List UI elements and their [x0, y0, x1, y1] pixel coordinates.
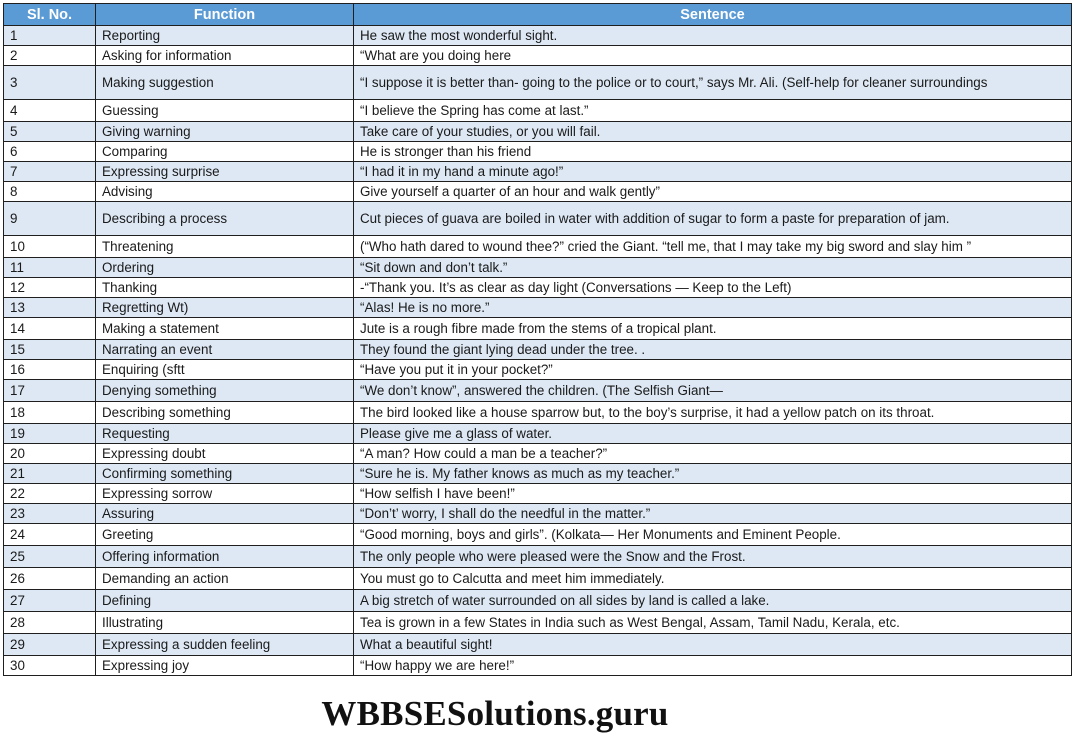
cell-function: Regretting Wt)	[96, 298, 354, 318]
cell-sl-no: 7	[4, 162, 96, 182]
cell-sl-no: 24	[4, 524, 96, 546]
table-row	[4, 202, 1072, 236]
cell-sentence: A big stretch of water surrounded on all sides by land is called a lake.	[354, 590, 1072, 612]
cell-sentence: “We don’t know”, answered the children. (The Selfish Giant—	[354, 380, 1072, 402]
cell-sentence: “Good morning, boys and girls”. (Kolkata— Her Monuments and Eminent People.	[354, 524, 1072, 546]
table-row	[4, 298, 1072, 318]
cell-sl-no: 10	[4, 236, 96, 258]
site-watermark: WBBSESolutions.guru	[321, 694, 669, 733]
cell-sl-no: 21	[4, 464, 96, 484]
cell-sl-no: 8	[4, 182, 96, 202]
cell-sentence: “Don’t’ worry, I shall do the needful in the matter.”	[354, 504, 1072, 524]
header-sentence: Sentence	[354, 4, 1072, 26]
cell-sl-no: 18	[4, 402, 96, 424]
cell-sl-no: 26	[4, 568, 96, 590]
cell-function: Expressing joy	[96, 656, 354, 676]
table-row	[4, 546, 1072, 568]
cell-sentence: Tea is grown in a few States in India such as West Bengal, Assam, Tamil Nadu, Kerala, etc.	[354, 612, 1072, 634]
cell-function: Advising	[96, 182, 354, 202]
table-row	[4, 424, 1072, 444]
header-function: Function	[96, 4, 354, 26]
cell-sentence: Jute is a rough fibre made from the stems of a tropical plant.	[354, 318, 1072, 340]
table-row	[4, 258, 1072, 278]
table-body	[4, 26, 1072, 676]
cell-sentence: “A man? How could a man be a teacher?”	[354, 444, 1072, 464]
functions-table	[3, 3, 1072, 676]
cell-sl-no: 20	[4, 444, 96, 464]
table-row	[4, 182, 1072, 202]
cell-function: Asking for information	[96, 46, 354, 66]
cell-sentence: The bird looked like a house sparrow but, to the boy’s surprise, it had a yellow patch on its throat.	[354, 402, 1072, 424]
table-row	[4, 66, 1072, 100]
cell-sentence: “What are you doing here	[354, 46, 1072, 66]
cell-function: Threatening	[96, 236, 354, 258]
table-row	[4, 402, 1072, 424]
cell-function: Comparing	[96, 142, 354, 162]
cell-function: Requesting	[96, 424, 354, 444]
table-row	[4, 142, 1072, 162]
table-row	[4, 590, 1072, 612]
cell-function: Making a statement	[96, 318, 354, 340]
cell-sl-no: 3	[4, 66, 96, 100]
header-sl-no: Sl. No.	[4, 4, 96, 26]
cell-sl-no: 5	[4, 122, 96, 142]
table-row	[4, 464, 1072, 484]
cell-function: Giving warning	[96, 122, 354, 142]
table-row	[4, 100, 1072, 122]
table-row	[4, 444, 1072, 464]
cell-sl-no: 9	[4, 202, 96, 236]
cell-function: Illustrating	[96, 612, 354, 634]
cell-sentence: “Sit down and don’t talk.”	[354, 258, 1072, 278]
cell-sentence: Cut pieces of guava are boiled in water with addition of sugar to form a paste for preparation of jam.	[354, 202, 1072, 236]
table-row	[4, 236, 1072, 258]
cell-sl-no: 14	[4, 318, 96, 340]
cell-sentence: “Sure he is. My father knows as much as my teacher.”	[354, 464, 1072, 484]
table-row	[4, 656, 1072, 676]
table-row	[4, 380, 1072, 402]
cell-sentence: “Have you put it in your pocket?”	[354, 360, 1072, 380]
cell-sentence: He saw the most wonderful sight.	[354, 26, 1072, 46]
cell-sl-no: 15	[4, 340, 96, 360]
table-row	[4, 360, 1072, 380]
cell-sentence: He is stronger than his friend	[354, 142, 1072, 162]
cell-sl-no: 29	[4, 634, 96, 656]
cell-function: Greeting	[96, 524, 354, 546]
cell-function: Reporting	[96, 26, 354, 46]
table-row	[4, 46, 1072, 66]
cell-function: Offering information	[96, 546, 354, 568]
cell-function: Making suggestion	[96, 66, 354, 100]
cell-sl-no: 11	[4, 258, 96, 278]
cell-sentence: “Alas! He is no more.”	[354, 298, 1072, 318]
cell-sentence: What a beautiful sight!	[354, 634, 1072, 656]
cell-sl-no: 28	[4, 612, 96, 634]
cell-sl-no: 19	[4, 424, 96, 444]
cell-sl-no: 1	[4, 26, 96, 46]
cell-function: Expressing surprise	[96, 162, 354, 182]
cell-function: Describing a process	[96, 202, 354, 236]
table-row	[4, 340, 1072, 360]
cell-sl-no: 13	[4, 298, 96, 318]
cell-function: Thanking	[96, 278, 354, 298]
cell-sentence: You must go to Calcutta and meet him immediately.	[354, 568, 1072, 590]
table-row	[4, 504, 1072, 524]
table-row	[4, 568, 1072, 590]
cell-sentence: “I believe the Spring has come at last.”	[354, 100, 1072, 122]
cell-function: Confirming something	[96, 464, 354, 484]
cell-sl-no: 30	[4, 656, 96, 676]
cell-function: Expressing sorrow	[96, 484, 354, 504]
cell-function: Enquiring (sftt	[96, 360, 354, 380]
table-row	[4, 278, 1072, 298]
cell-function: Expressing doubt	[96, 444, 354, 464]
table-row	[4, 26, 1072, 46]
table-row	[4, 318, 1072, 340]
table-header-row	[4, 4, 1072, 26]
table-row	[4, 634, 1072, 656]
table-row	[4, 612, 1072, 634]
cell-sl-no: 17	[4, 380, 96, 402]
cell-sl-no: 16	[4, 360, 96, 380]
table-row	[4, 524, 1072, 546]
cell-function: Demanding an action	[96, 568, 354, 590]
cell-function: Denying something	[96, 380, 354, 402]
cell-sentence: -“Thank you. It’s as clear as day light (Conversations — Keep to the Left)	[354, 278, 1072, 298]
cell-function: Ordering	[96, 258, 354, 278]
table-row	[4, 484, 1072, 504]
cell-sentence: They found the giant lying dead under the tree. .	[354, 340, 1072, 360]
cell-sl-no: 6	[4, 142, 96, 162]
cell-sentence: “How selfish I have been!”	[354, 484, 1072, 504]
cell-function: Describing something	[96, 402, 354, 424]
cell-function: Narrating an event	[96, 340, 354, 360]
cell-sentence: Please give me a glass of water.	[354, 424, 1072, 444]
cell-sl-no: 23	[4, 504, 96, 524]
cell-sentence: (“Who hath dared to wound thee?” cried the Giant. “tell me, that I may take my big sword and slay him ”	[354, 236, 1072, 258]
cell-function: Defining	[96, 590, 354, 612]
cell-sentence: “How happy we are here!”	[354, 656, 1072, 676]
cell-sentence: “I had it in my hand a minute ago!”	[354, 162, 1072, 182]
cell-sl-no: 2	[4, 46, 96, 66]
cell-sl-no: 12	[4, 278, 96, 298]
cell-function: Guessing	[96, 100, 354, 122]
cell-sl-no: 25	[4, 546, 96, 568]
table-row	[4, 122, 1072, 142]
cell-sl-no: 4	[4, 100, 96, 122]
cell-function: Expressing a sudden feeling	[96, 634, 354, 656]
table-row	[4, 162, 1072, 182]
cell-sentence: Take care of your studies, or you will fail.	[354, 122, 1072, 142]
cell-sentence: The only people who were pleased were the Snow and the Frost.	[354, 546, 1072, 568]
cell-sentence: “I suppose it is better than- going to the police or to court,” says Mr. Ali. (Self-help for cleaner surroundings	[354, 66, 1072, 100]
cell-function: Assuring	[96, 504, 354, 524]
cell-sl-no: 22	[4, 484, 96, 504]
cell-sentence: Give yourself a quarter of an hour and walk gently”	[354, 182, 1072, 202]
cell-sl-no: 27	[4, 590, 96, 612]
